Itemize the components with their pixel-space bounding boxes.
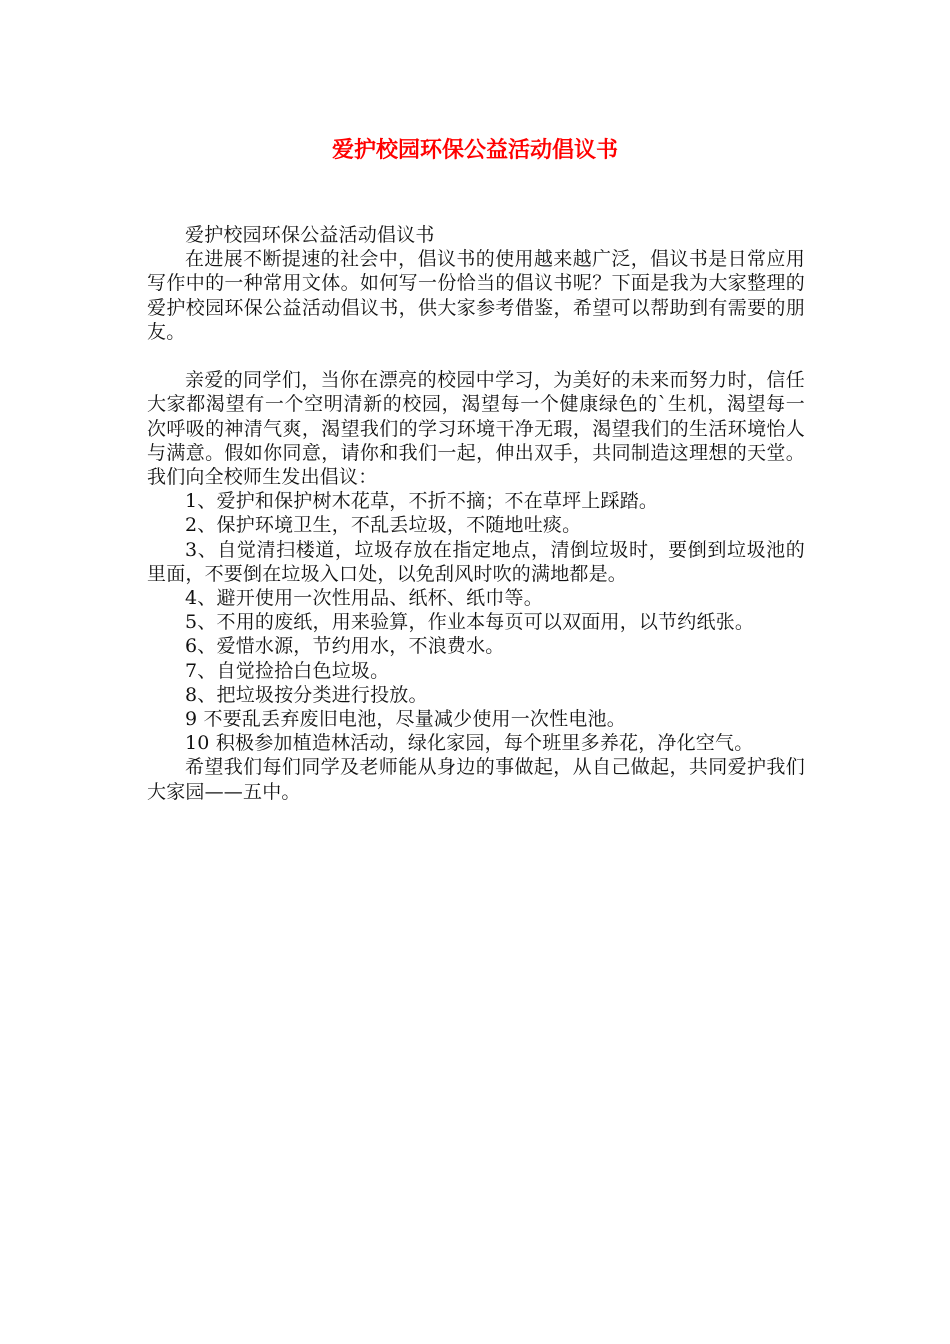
proposal-item-8: 8、把垃圾按分类进行投放。 xyxy=(185,683,428,706)
proposal-item-10: 10 积极参加植造林活动，绿化家园，每个班里多养花，净化空气。 xyxy=(185,732,754,755)
proposal-item-4: 4、避开使用一次性用品、纸杯、纸巾等。 xyxy=(185,587,543,610)
proposal-item-6: 6、爱惜水源，节约用水，不浪费水。 xyxy=(185,635,505,658)
paragraph-gap xyxy=(147,344,805,368)
closing-paragraph: 希望我们每们同学及老师能从身边的事做起，从自己做起，共同爱护我们大家园——五中。 xyxy=(147,756,805,803)
proposal-item-2: 2、保护环境卫生，不乱丢垃圾，不随地吐痰。 xyxy=(185,514,582,537)
proposal-item-1: 1、爱护和保护树木花草，不折不摘；不在草坪上踩踏。 xyxy=(185,490,659,513)
greeting-paragraph: 亲爱的同学们，当你在漂亮的校园中学习，为美好的未来而努力时，信任大家都渴望有一个空明清新的校园，渴望每一个健康绿色的`生机，渴望每一次呼吸的神清气爽，渴望我们的学习环境干净无瑕，渴望我们的生活环境怡人与满意。假如你同意，请你和我们一起，伸出双手，共同制造这理想的天堂。我们向全校师生发出倡议： xyxy=(147,369,805,489)
proposal-item-5: 5、不用的废纸，用来验算，作业本每页可以双面用，以节约纸张。 xyxy=(185,611,755,634)
document-title: 爱护校园环保公益活动倡议书 xyxy=(331,138,618,163)
intro-paragraph: 在进展不断提速的社会中，倡议书的使用越来越广泛，倡议书是日常应用写作中的一种常用文体。如何写一份恰当的倡议书呢？下面是我为大家整理的爱护校园环保公益活动倡议书，供大家参考借鉴，希望可以帮助到有需要的朋友。 xyxy=(147,248,805,343)
proposal-item-7: 7、自觉捡拾白色垃圾。 xyxy=(185,659,390,682)
subtitle-paragraph: 爱护校园环保公益活动倡议书 xyxy=(185,224,435,246)
document-body xyxy=(147,223,805,804)
proposal-item-9: 9 不要乱丢弃废旧电池，尽量减少使用一次性电池。 xyxy=(185,708,626,731)
proposal-item-3: 3、自觉清扫楼道，垃圾存放在指定地点，清倒垃圾时，要倒到垃圾池的里面，不要倒在垃圾入口处，以免刮风时吹的满地都是。 xyxy=(147,538,805,585)
